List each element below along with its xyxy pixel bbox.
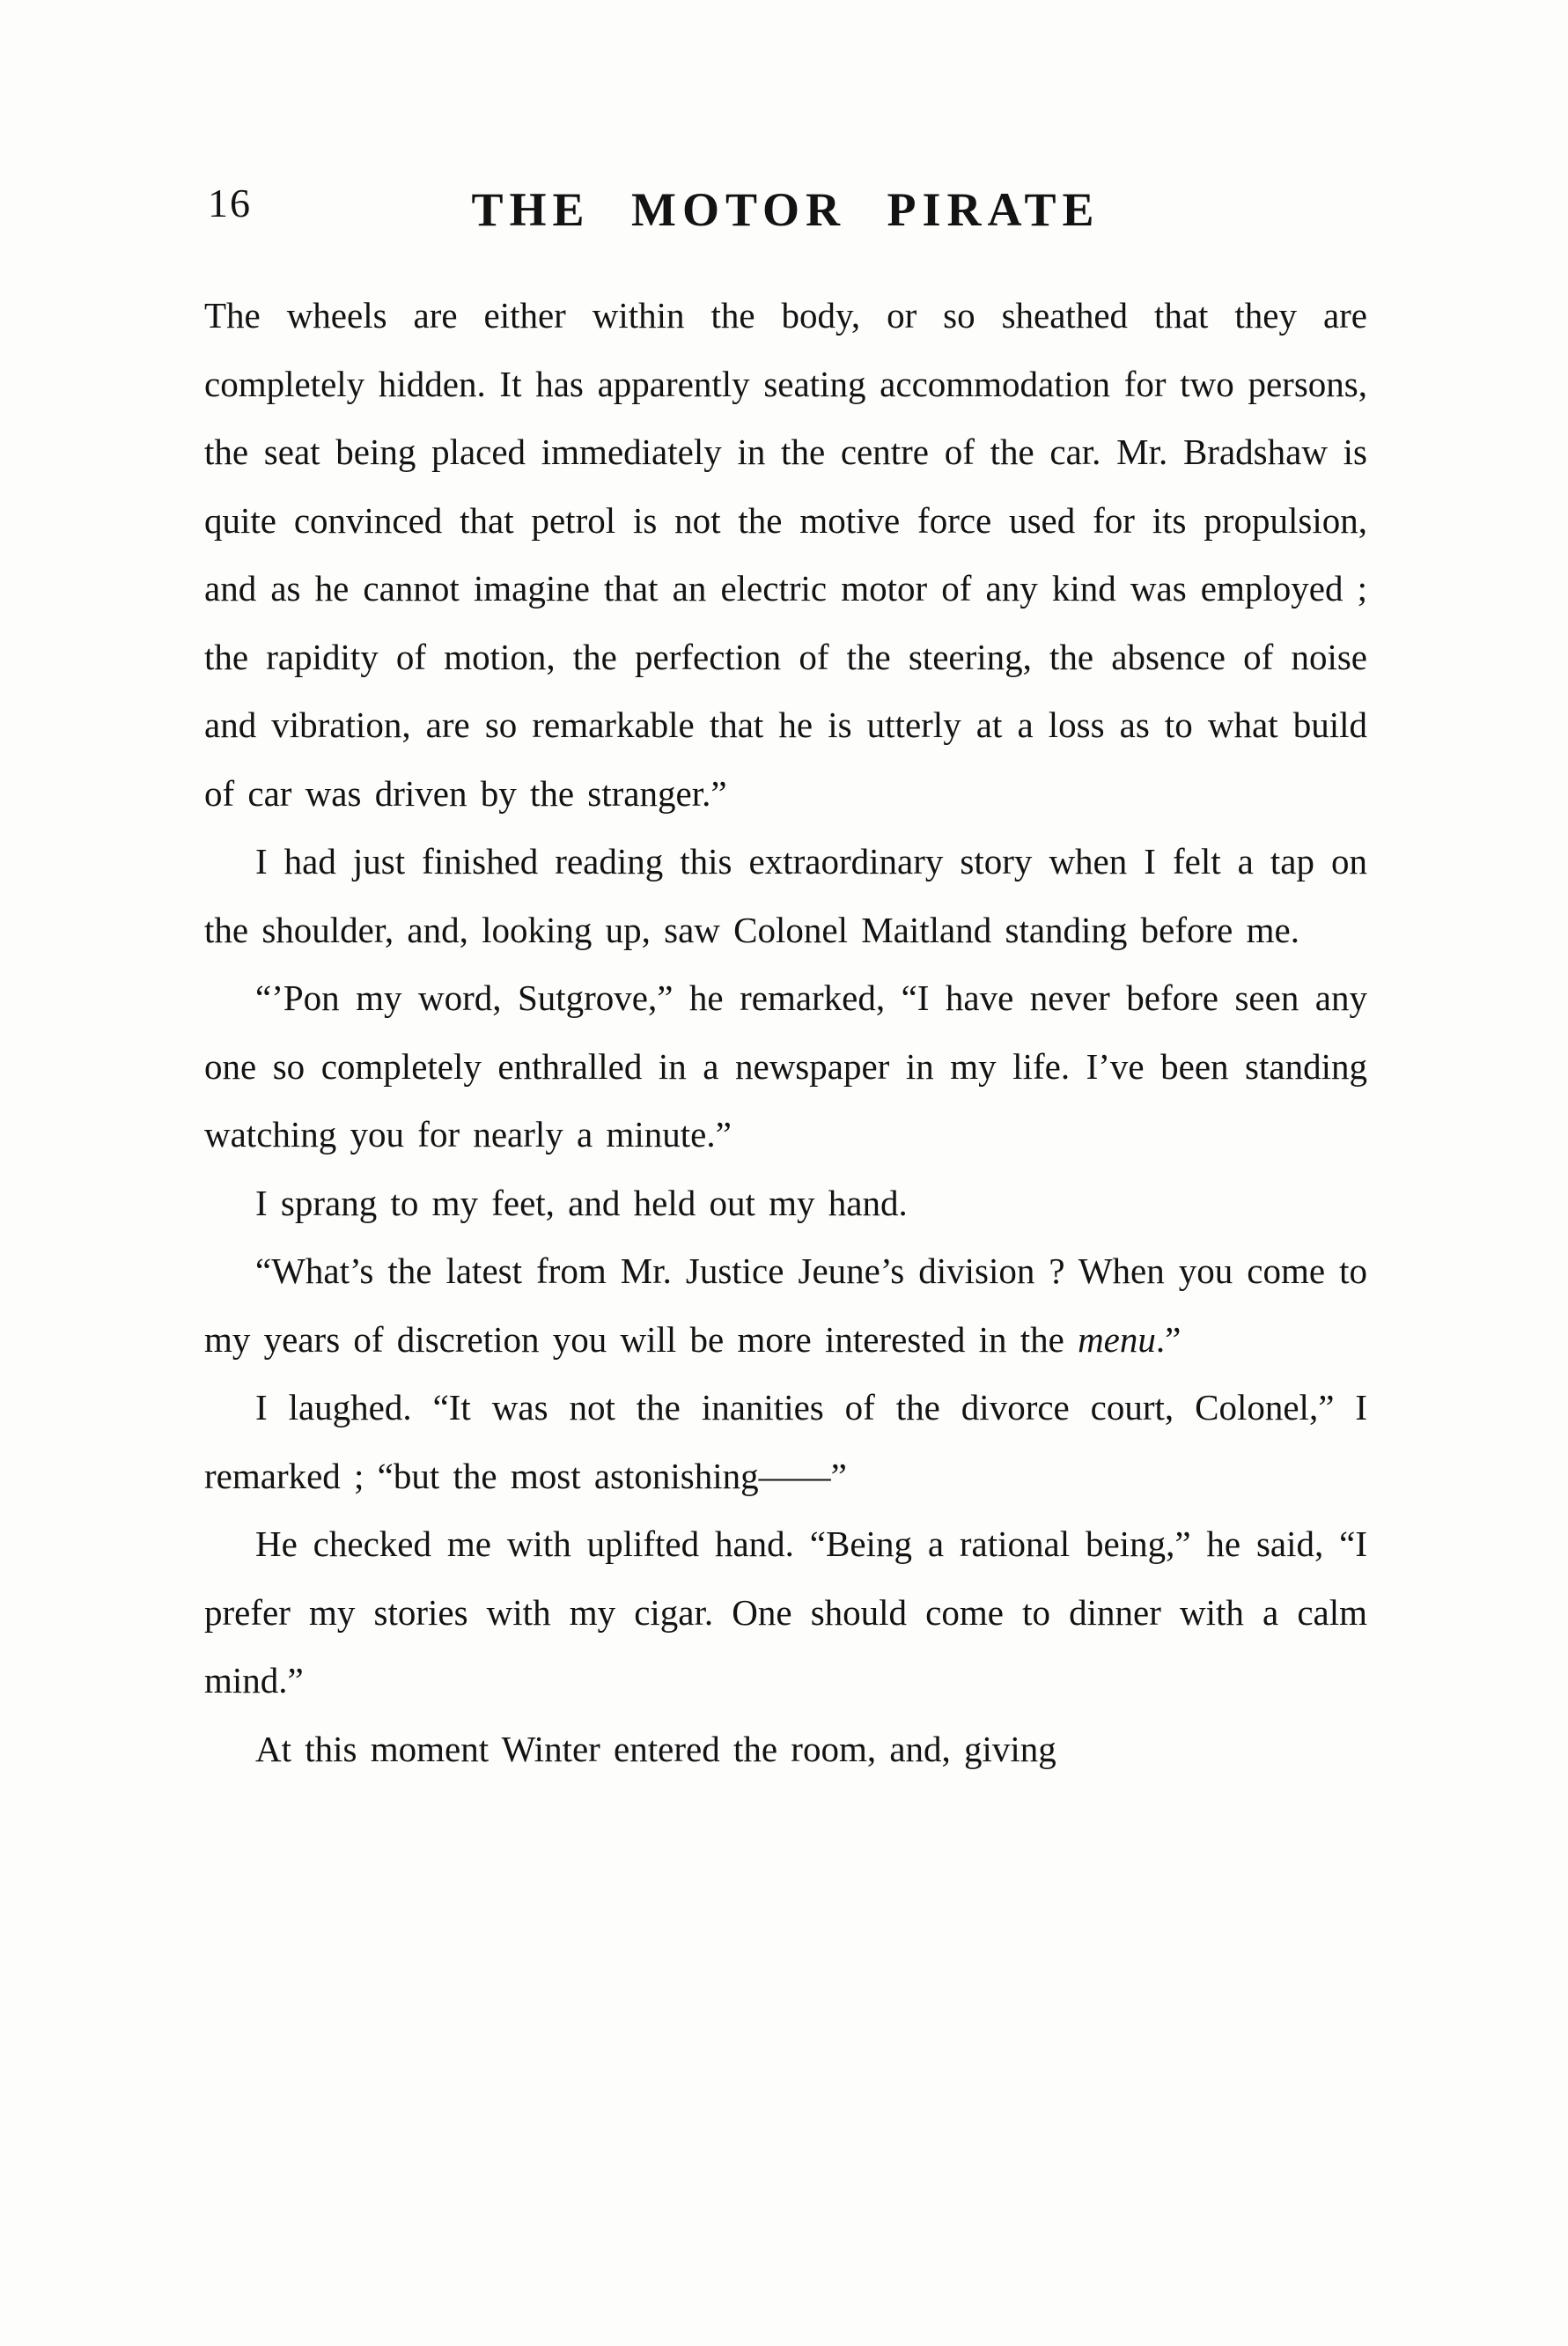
paragraph-8: At this moment Winter entered the room, and, giving [255,1728,1056,1769]
page-title: THE MOTOR PIRATE [471,183,1101,236]
paragraph-1: The wheels are either within the body, or so sheathed that they are completely hidden. It has apparently seating accommodation for two persons, the seat being placed immediately in the centre of the car. Mr. Bradshaw is quite convinced that petrol is not the motive force used for its propulsion, and as he cannot imagine that an electric motor of any kind was employed ; the rapidity of motion, the perfection of the steering, the absence of noise and vibration, are so remarkable that he is utterly at a loss as to what build of car was driven by the stranger.” [204,295,1367,814]
page-number: 16 [208,181,252,225]
running-head [204,167,1367,252]
paragraph-5 [204,1237,1367,1374]
paragraph-2: I had just finished reading this extraordinary story when I felt a tap on the shoulder, and, looking up, saw Colonel Maitland standing before me. [204,841,1367,950]
paragraph-5-text: “What’s the latest from Mr. Justice Jeune’s division ? When you come to my years of discretion you will be more interested in the [204,1250,1367,1360]
page-body [204,282,1367,1783]
paragraph-6: I laughed. “It was not the inanities of the divorce court, Colonel,” I remarked ; “but the most astonishing——” [204,1387,1367,1496]
paragraph-4: I sprang to my feet, and held out my hand. [255,1182,908,1223]
paragraph-5-italic-word: menu [1078,1318,1156,1360]
paragraph-7: He checked me with uplifted hand. “Being a rational being,” he said, “I prefer my stories with my cigar. One should come to dinner with a calm mind.” [204,1523,1367,1700]
paragraph-3: “’Pon my word, Sutgrove,” he remarked, “I have never before seen any one so completely enthralled in a newspaper in my life. I’ve been standing watching you for nearly a minute.” [204,978,1367,1155]
paragraph-5-closing: .” [1155,1318,1182,1360]
